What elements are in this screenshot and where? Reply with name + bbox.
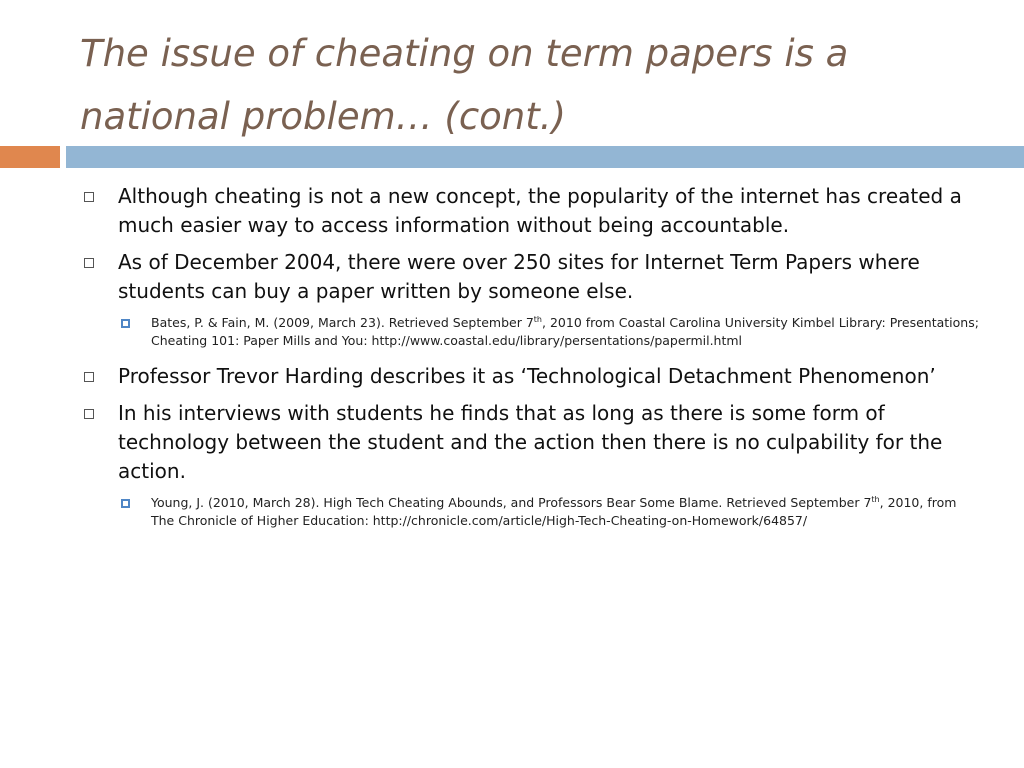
bullet-text: As of December 2004, there were over 250 sites for Internet Term Papers where students can buy a paper written by someone else. [118,250,920,303]
square-bullet-icon [84,192,94,202]
citation-text-part: Young, J. (2010, March 28). High Tech Cheating Abounds, and Professors Bear Some Blame. Retrieved September 7 [151,495,872,510]
slide-content [80,182,980,542]
citation-text-part: , 2010 from Coastal Carolina University Kimbel Library: Presentations; Cheating 101: Paper Mills and You: http://www.coastal.edu/library/persentations/papermil.html [151,315,979,348]
citation-superscript: th [533,314,543,324]
square-bullet-icon [84,409,94,419]
bullet-text: Professor Trevor Harding describes it as ‘Technological Detachment Phenomenon’ [118,364,936,388]
slide-title: The issue of cheating on term papers is a national problem… (cont.) [80,32,849,138]
bullet-item [80,399,980,486]
bullet-text: In his interviews with students he finds that as long as there is some form of technology between the student and the action then there is no culpability for the action. [118,401,943,483]
bullet-item [80,182,980,240]
citation-text [151,314,980,350]
square-bullet-icon [84,258,94,268]
citation-text-part: , 2010, from The Chronicle of Higher Education: http://chronicle.com/article/High-Tech-Cheating-on-Homework/64857/ [151,495,957,528]
bullet-item [80,362,980,391]
accent-band-blue [66,146,1024,168]
citation-item [121,494,980,530]
citation-superscript: th [871,494,880,504]
citation-text-part: Bates, P. & Fain, M. (2009, March 23). Retrieved September 7 [151,315,534,330]
citation-item [121,314,980,350]
filled-square-bullet-icon [121,319,130,328]
accent-band-orange [0,146,60,168]
filled-square-bullet-icon [121,499,130,508]
bullet-item [80,248,980,306]
citation-text [151,494,980,530]
square-bullet-icon [84,372,94,382]
bullet-text: Although cheating is not a new concept, the popularity of the internet has created a much easier way to access information without being accountable. [118,184,962,237]
